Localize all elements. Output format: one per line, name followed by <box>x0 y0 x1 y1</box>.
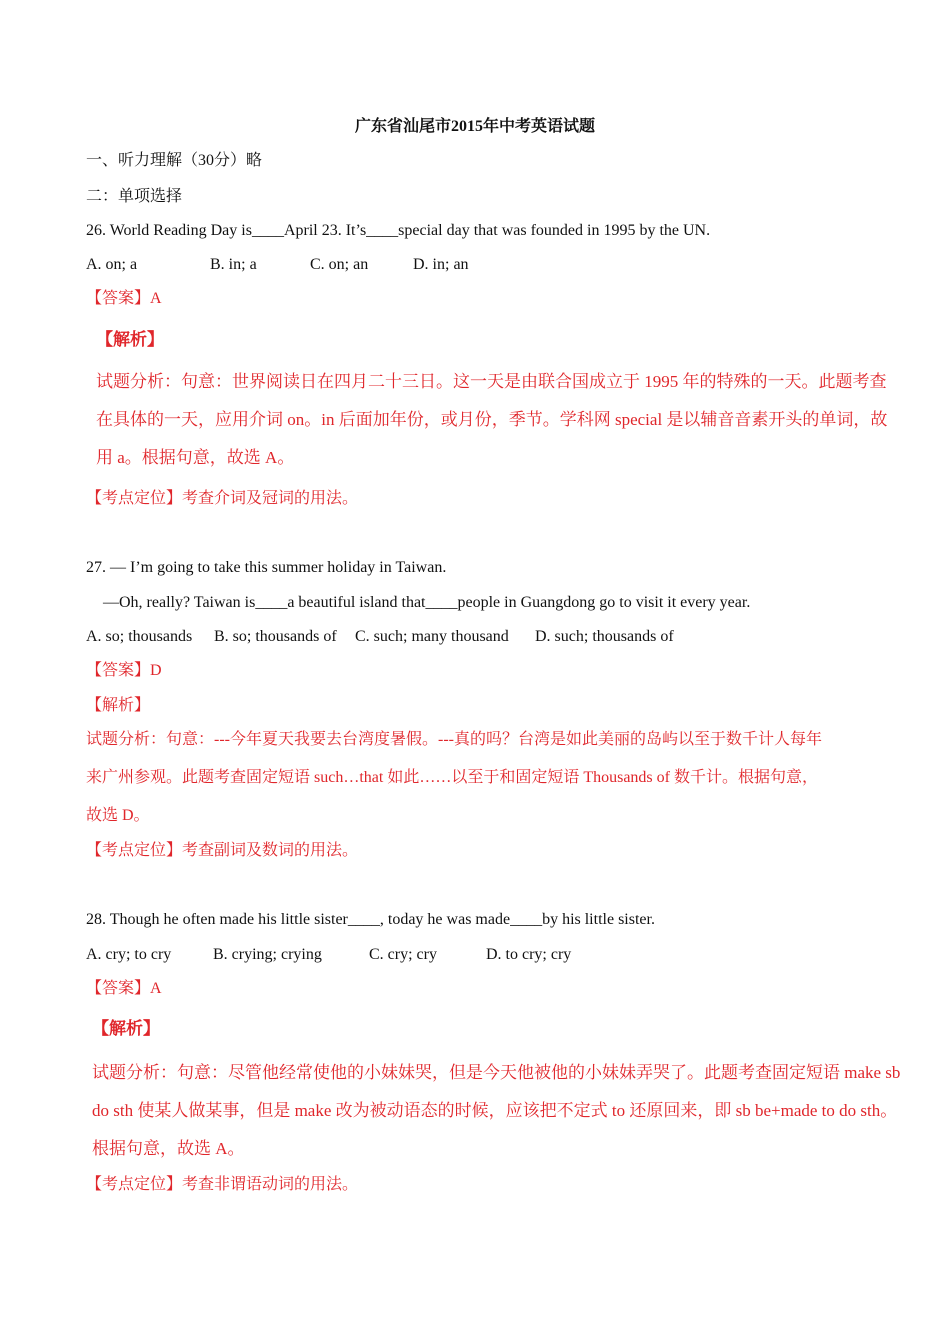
question-28-analysis-line-1: 试题分析：句意：尽管他经常使他的小妹妹哭，但是今天他被他的小妹妹弄哭了。此题考查固定短语 make sb <box>92 1063 901 1082</box>
option-c: C. cry; cry <box>369 946 437 963</box>
question-27-analysis-label: 【解析】 <box>86 697 151 714</box>
question-28-analysis-line-2: do sth 使某人做某事，但是 make 改为被动语态的时候，应该把不定式 to 还原回来，即 sb be+made to do sth。 <box>92 1101 898 1120</box>
option-b: B. crying; crying <box>213 946 322 963</box>
question-27-options <box>86 627 674 647</box>
question-28-analysis-label: 【解析】 <box>92 1019 160 1038</box>
option-a: A. so; thousands <box>86 628 193 645</box>
question-28-options <box>86 945 571 965</box>
option-c: C. such; many thousand <box>355 628 509 645</box>
option-a: A. cry; to cry <box>86 946 172 963</box>
question-26-answer: 【答案】A <box>86 290 162 307</box>
question-27-stem-reply: —Oh, really? Taiwan is____a beautiful island that____people in Guangdong go to visit it every year. <box>103 594 751 611</box>
question-26-analysis-line-1: 试题分析：句意：世界阅读日在四月二十三日。这一天是由联合国成立于 1995 年的特殊的一天。此题考查 <box>96 372 887 391</box>
question-28-point: 【考点定位】考查非谓语动词的用法。 <box>86 1176 359 1193</box>
option-b: B. so; thousands of <box>214 628 337 645</box>
section-listening: 一、听力理解（30分）略 <box>86 152 263 169</box>
question-26-point: 【考点定位】考查介词及冠词的用法。 <box>86 490 359 507</box>
question-27-analysis-line-3: 故选 D。 <box>86 807 150 824</box>
option-a: A. on; a <box>86 256 138 273</box>
page-title: 广东省汕尾市2015年中考英语试题 <box>354 118 595 135</box>
question-26-stem: 26. World Reading Day is____April 23. It’s____special day that was founded in 1995 by the UN. <box>86 222 711 239</box>
question-27-point: 【考点定位】考查副词及数词的用法。 <box>86 842 359 859</box>
option-c: C. on; an <box>310 256 369 273</box>
question-26-analysis-line-2: 在具体的一天，应用介词 on。in 后面加年份，或月份，季节。学科网 special 是以辅音音素开头的单词，故 <box>96 410 888 429</box>
question-28-stem: 28. Though he often made his little sister____, today he was made____by his little sister. <box>86 911 655 928</box>
question-28-answer: 【答案】A <box>86 980 162 997</box>
option-d: D. such; thousands of <box>535 628 674 645</box>
option-d: D. in; an <box>413 256 469 273</box>
question-27-analysis-line-1: 试题分析：句意：---今年夏天我要去台湾度暑假。---真的吗？台湾是如此美丽的岛屿以至于数千计人每年 <box>86 731 822 748</box>
question-26-analysis-line-3: 用 a。根据句意，故选 A。 <box>96 448 295 467</box>
question-26-options <box>86 255 469 275</box>
question-27-analysis-line-2: 来广州参观。此题考查固定短语 such…that 如此……以至于和固定短语 Thousands of 数千计。根据句意， <box>86 769 818 786</box>
question-27-stem: 27. — I’m going to take this summer holiday in Taiwan. <box>86 559 447 576</box>
option-d: D. to cry; cry <box>486 946 572 963</box>
section-single-choice: 二：单项选择 <box>86 188 183 205</box>
option-b: B. in; a <box>210 256 257 273</box>
question-28-analysis-line-3: 根据句意，故选 A。 <box>92 1139 245 1158</box>
question-26-analysis-label: 【解析】 <box>96 330 164 349</box>
question-27-answer: 【答案】D <box>86 662 162 679</box>
